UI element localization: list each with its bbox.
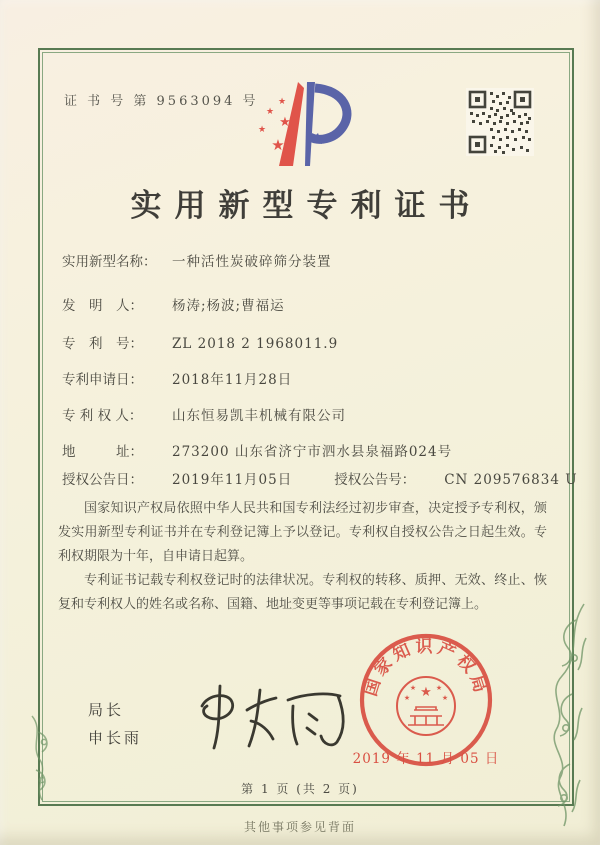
commissioner-title: 局长 bbox=[88, 701, 125, 719]
star-icon: ★ bbox=[435, 684, 443, 692]
grant-date-value: 2019年11月05日 bbox=[172, 472, 293, 488]
grant-number-value: CN 209576834 U bbox=[444, 472, 578, 488]
commissioner-name: 申长雨 bbox=[88, 729, 143, 747]
cnipa-patent-logo-icon bbox=[238, 78, 362, 172]
field-patent-number bbox=[62, 332, 554, 352]
star-icon: ★ bbox=[420, 685, 432, 700]
certificate-number: 证 书 号 第 9563094 号 bbox=[64, 94, 259, 109]
page-number: 第 1 页 (共 2 页) bbox=[241, 782, 359, 796]
legal-text-block bbox=[58, 497, 547, 617]
field-value: 杨涛;杨波;曹福运 bbox=[172, 298, 285, 314]
field-label: 发 明 人： bbox=[62, 298, 143, 314]
field-value: 山东恒易凯丰机械有限公司 bbox=[172, 408, 346, 424]
star-icon: ★ bbox=[403, 694, 411, 702]
field-address bbox=[62, 440, 554, 460]
field-value: 273200 山东省济宁市泗水县泉福路024号 bbox=[172, 444, 453, 460]
field-value: ZL 2018 2 1968011.9 bbox=[172, 336, 339, 352]
guilloche-ornament-icon bbox=[528, 598, 594, 838]
legal-paragraph-1: 国家知识产权局依照中华人民共和国专利法经过初步审查，决定授予专利权，颁发实用新型专利证书并在专利登记簿上予以登记。专利权自授权公告之日起生效。专利权期限为十年，自申请日起算。 bbox=[58, 501, 547, 565]
field-label: 地 址： bbox=[62, 444, 143, 460]
field-grant-announcement bbox=[62, 468, 578, 488]
grant-date-label: 授权公告日： bbox=[62, 472, 143, 488]
certificate-title: 实用新型专利证书 bbox=[130, 188, 483, 224]
grant-number-label: 授权公告号： bbox=[334, 472, 416, 488]
back-side-note: 其他事项参见背面 bbox=[243, 820, 356, 834]
field-patentee bbox=[62, 404, 554, 424]
qr-code-icon bbox=[466, 88, 534, 156]
field-label: 专 利 权 人： bbox=[62, 408, 143, 424]
commissioner-signature-icon bbox=[188, 676, 362, 758]
field-application-date bbox=[62, 368, 554, 388]
field-label: 实用新型名称： bbox=[62, 254, 157, 270]
field-inventors bbox=[62, 294, 554, 314]
star-icon: ★ bbox=[277, 97, 287, 107]
seal-text: 国家知识产权局 bbox=[360, 637, 492, 699]
legal-paragraph-2: 专利证书记载专利权登记时的法律状况。专利权的转移、质押、无效、终止、恢复和专利权人的姓名或名称、国籍、地址变更等事项记载在专利登记簿上。 bbox=[58, 573, 547, 613]
emblem-gate-icon bbox=[408, 707, 444, 725]
star-icon: ★ bbox=[279, 115, 291, 130]
field-value: 一种活性炭破碎筛分装置 bbox=[172, 254, 332, 270]
field-label: 专利申请日： bbox=[62, 372, 143, 388]
field-utility-model-name bbox=[62, 250, 554, 270]
seal-date: 2019 年 11 月 05 日 bbox=[352, 751, 500, 767]
field-value: 2018年11月28日 bbox=[172, 372, 293, 388]
star-icon: ★ bbox=[271, 136, 285, 154]
field-label: 专 利 号： bbox=[62, 336, 143, 352]
star-icon: ★ bbox=[265, 107, 275, 117]
star-icon: ★ bbox=[409, 684, 417, 692]
star-icon: ★ bbox=[257, 125, 267, 135]
star-icon: ★ bbox=[441, 694, 449, 702]
